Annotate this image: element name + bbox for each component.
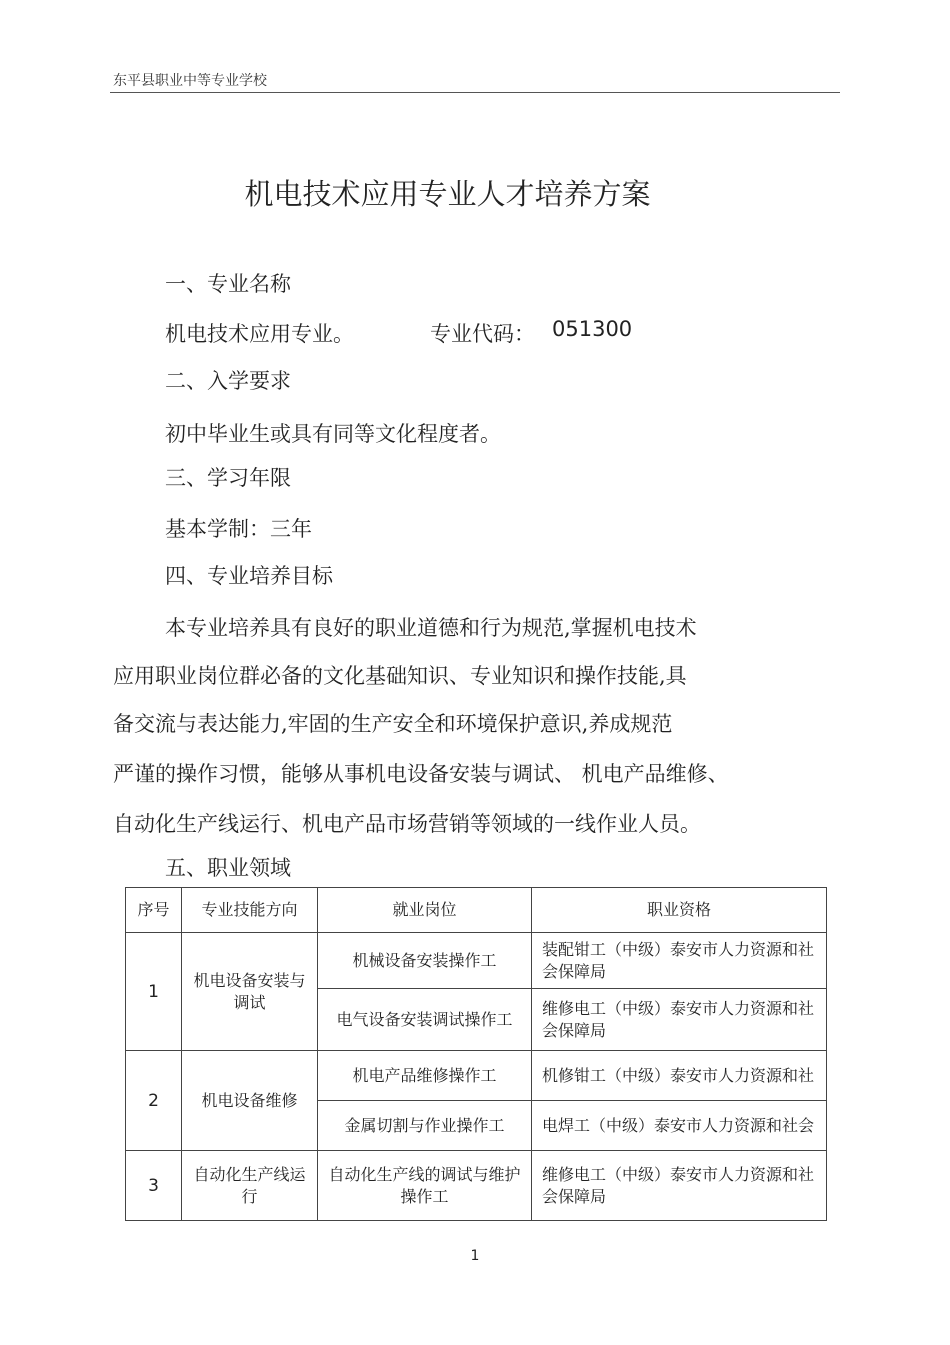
goal-line-4: 严谨的操作习惯，能够从事机电设备安装与调试、 机电产品维修、 <box>113 762 729 786</box>
row-number: 1 <box>126 933 182 1051</box>
major-code: 051300 <box>552 317 633 341</box>
section-1-heading: 一、专业名称 <box>165 272 291 296</box>
skill-direction: 自动化生产线运行 <box>182 1151 318 1221</box>
qualification: 装配钳工（中级）泰安市人力资源和社会保障局 <box>532 933 827 989</box>
qualification: 维修电工（中级）泰安市人力资源和社会保障局 <box>532 989 827 1051</box>
job-position: 金属切割与作业操作工 <box>318 1101 532 1151</box>
skill-direction: 机电设备维修 <box>182 1051 318 1151</box>
qualification: 维修电工（中级）泰安市人力资源和社会保障局 <box>532 1151 827 1221</box>
major-name: 机电技术应用专业。 <box>165 322 354 346</box>
section-5-heading: 五、职业领域 <box>165 856 291 880</box>
qualification: 机修钳工（中级）泰安市人力资源和社 <box>532 1051 827 1101</box>
goal-line-2: 应用职业岗位群必备的文化基础知识、专业知识和操作技能,具 <box>113 664 687 688</box>
job-position: 机械设备安装操作工 <box>318 933 532 989</box>
goal-line-3: 备交流与表达能力,牢固的生产安全和环境保护意识,养成规范 <box>113 712 673 736</box>
header-no: 序号 <box>126 888 182 933</box>
goal-line-5: 自动化生产线运行、机电产品市场营销等领域的一线作业人员。 <box>113 812 701 836</box>
school-name: 东平县职业中等专业学校 <box>113 73 267 89</box>
goal-line-1: 本专业培养具有良好的职业道德和行为规范,掌握机电技术 <box>165 616 697 640</box>
table-header-row <box>126 888 827 933</box>
skill-direction: 机电设备安装与调试 <box>182 933 318 1051</box>
page-number: 1 <box>470 1248 480 1264</box>
table-row <box>126 1051 827 1101</box>
major-code-label: 专业代码： <box>430 322 535 346</box>
header-divider <box>110 92 840 93</box>
job-position: 机电产品维修操作工 <box>318 1051 532 1101</box>
header-direction: 专业技能方向 <box>182 888 318 933</box>
career-field-table <box>125 887 827 1221</box>
duration-text: 基本学制：三年 <box>165 517 312 541</box>
job-position: 自动化生产线的调试与维护操作工 <box>318 1151 532 1221</box>
job-position: 电气设备安装调试操作工 <box>318 989 532 1051</box>
header-qualification: 职业资格 <box>532 888 827 933</box>
row-number: 3 <box>126 1151 182 1221</box>
document-title: 机电技术应用专业人才培养方案 <box>244 177 651 211</box>
section-2-heading: 二、入学要求 <box>165 369 291 393</box>
row-number: 2 <box>126 1051 182 1151</box>
header-job: 就业岗位 <box>318 888 532 933</box>
section-4-heading: 四、专业培养目标 <box>165 564 333 588</box>
qualification: 电焊工（中级）泰安市人力资源和社会 <box>532 1101 827 1151</box>
table-row <box>126 933 827 989</box>
admission-text: 初中毕业生或具有同等文化程度者。 <box>165 422 501 446</box>
table-row <box>126 1151 827 1221</box>
section-3-heading: 三、学习年限 <box>165 466 291 490</box>
